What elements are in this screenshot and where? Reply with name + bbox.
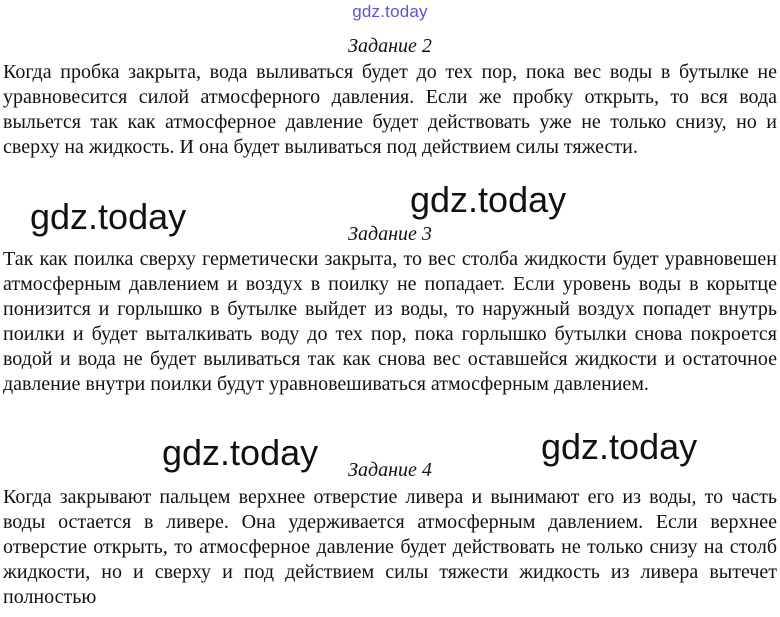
- watermark-logo: gdz.today: [541, 426, 698, 467]
- watermark-logo: gdz.today: [410, 179, 567, 220]
- site-watermark-top: gdz.today: [352, 2, 428, 21]
- watermark-logo: gdz.today: [30, 196, 187, 237]
- watermark-logo: gdz.today: [162, 432, 319, 473]
- task-4-text: Когда закрывают пальцем верхнее отверстие ливера и вынимают его из воды, то часть воды остается в ливере. Она удерживается атмосферным давлением. Если верхнее отверстие открыть, то атмосферное давление будет действовать не только снизу на столб жидкости, но и сверху и под действием силы тяжести жидкость из ливера вытечет полностью: [3, 486, 777, 608]
- task-2-heading: Задание 2: [348, 35, 432, 57]
- task-2-text: Когда пробка закрыта, вода выливаться будет до тех пор, пока вес воды в бутылке не уравновесится силой атмосферного давления. Если же пробку открыть, то вся вода выльется так как атмосферное давление будет действовать уже не только снизу, но и сверху на жидкость. И она будет выливаться под действием силы тяжести.: [3, 61, 777, 158]
- task-4-heading: Задание 4: [348, 459, 432, 481]
- task-3-heading: Задание 3: [348, 223, 432, 245]
- task-3-text: Так как поилка сверху герметически закрыта, то вес столба жидкости будет уравновешен атмосферным давлением и воздух в поилку не попадает. Если уровень воды в корытце понизится и горлышко в бутылке выйдет из воды, то наружный воздух попадет внутрь поилки и будет выталкивать воду до тех пор, пока горлышко бутылки снова покроется водой и вода не будет выливаться так как снова вес оставшейся жидкости и остаточное давление внутри поилки будут уравновешиваться атмосферным давлением.: [3, 248, 777, 395]
